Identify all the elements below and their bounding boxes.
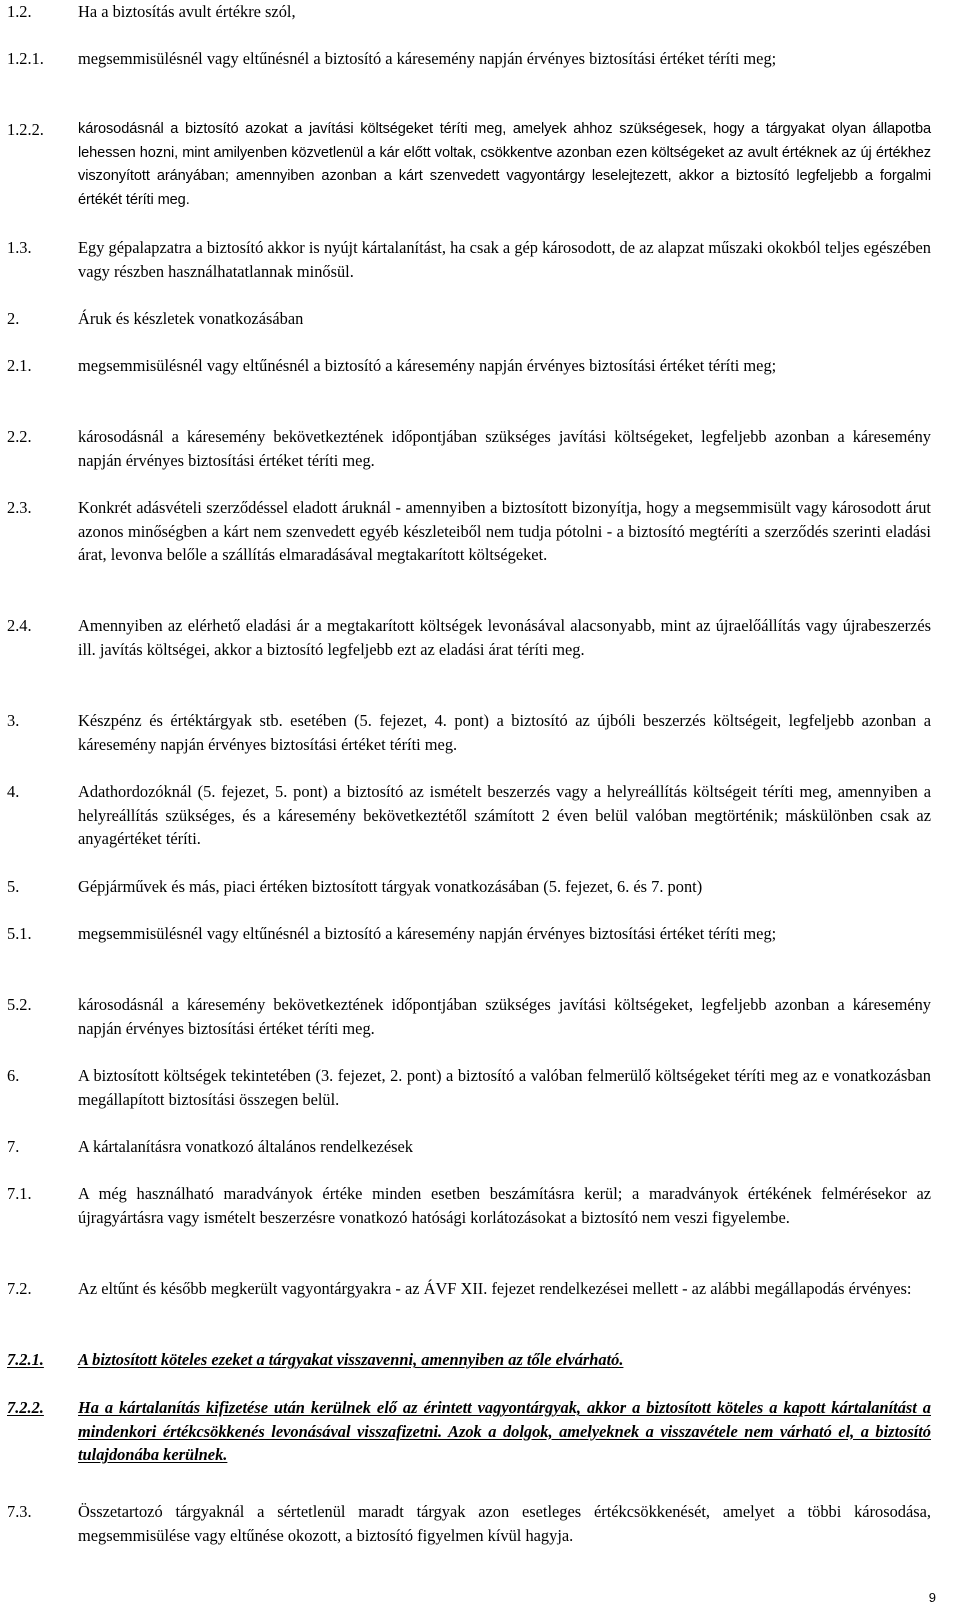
section-text: Készpénz és értéktárgyak stb. esetében (5. fejezet, 4. pont) a biztosító az újbóli beszerzés költségeit, legfeljebb azonban a káresemény napján érvényes biztosítási értéket téríti meg. — [78, 711, 931, 754]
section-2-2 — [7, 425, 931, 472]
section-text: A biztosított köteles ezeket a tárgyakat visszavenni, amennyiben az tőle elvárható. — [78, 1350, 624, 1369]
page-number: 9 — [928, 1590, 936, 1605]
section-number: 2. — [7, 309, 20, 328]
section-text: megsemmisülésnél vagy eltűnésnél a biztosító a káresemény napján érvényes biztosítási értéket téríti meg; — [78, 49, 777, 68]
section-number: 1.2.1. — [7, 49, 44, 68]
section-7-2-1 — [7, 1348, 931, 1372]
section-number: 7.1. — [7, 1184, 32, 1203]
section-7-1 — [7, 1182, 931, 1229]
section-number: 2.2. — [7, 427, 32, 446]
section-text: Konkrét adásvételi szerződéssel eladott áruknál - amennyiben a biztosított bizonyítja, hogy a megsemmisült vagy károsodott árut azonos minőségben a kárt nem szenvedett egyéb készleteiből nem tudja pótolni - a biztosító megtéríti a szerződés szerinti eladási árat, levonva belőle a szállítás elmaradásával megtakarított költségeket. — [78, 498, 931, 564]
section-number: 3. — [7, 711, 20, 730]
section-1-2 — [7, 0, 931, 24]
section-2-3 — [7, 496, 931, 567]
section-heading: Gépjárművek és más, piaci értéken biztosított tárgyak vonatkozásában (5. fejezet, 6. és 7. pont) — [78, 877, 703, 896]
section-text: Az eltűnt és később megkerült vagyontárgyakra - az ÁVF XII. fejezet rendelkezései mellett - az alábbi megállapodás érvényes: — [78, 1279, 912, 1298]
section-text: károsodásnál a káresemény bekövetkeztének időpontjában szükséges javítási költségeket, legfeljebb azonban a káresemény napján érvényes biztosítási értéket téríti meg. — [78, 995, 931, 1038]
section-text: károsodásnál a káresemény bekövetkeztének időpontjában szükséges javítási költségeket, legfeljebb azonban a káresemény napján érvényes biztosítási értéket téríti meg. — [78, 427, 931, 470]
section-1-2-1 — [7, 47, 931, 71]
section-7-3 — [7, 1500, 931, 1547]
section-number: 5. — [7, 877, 20, 896]
section-heading: A kártalanításra vonatkozó általános rendelkezések — [78, 1137, 413, 1156]
section-5-1 — [7, 922, 931, 946]
section-1-3 — [7, 236, 931, 283]
section-text: megsemmisülésnél vagy eltűnésnél a biztosító a káresemény napján érvényes biztosítási értéket téríti meg; — [78, 924, 777, 943]
section-3 — [7, 709, 931, 756]
section-5-2 — [7, 993, 931, 1040]
section-7 — [7, 1135, 931, 1159]
section-text: Egy gépalapzatra a biztosító akkor is nyújt kártalanítást, ha csak a gép károsodott, de az alapzat műszaki okokból teljes egészében vagy részben használhatatlannak minősül. — [78, 238, 931, 281]
section-number: 2.1. — [7, 356, 32, 375]
section-6 — [7, 1064, 931, 1111]
section-number: 7. — [7, 1137, 20, 1156]
section-number: 1.3. — [7, 238, 32, 257]
section-text: Összetartozó tárgyaknál a sértetlenül maradt tárgyak azon esetleges értékcsökkenését, amelyet a többi károsodása, megsemmisülése vagy eltűnése okozott, a biztosító figyelmen kívül hagyja. — [78, 1502, 931, 1545]
section-number: 4. — [7, 782, 20, 801]
section-text: Ha a kártalanítás kifizetése után kerülnek elő az érintett vagyontárgyak, akkor a biztosított köteles a kapott kártalanítást a mindenkori értékcsökkenés levonásával visszafizetni. Azok a dolgok, amelyeknek a visszavétele nem várható el, a biztosító tulajdonába kerülnek. — [78, 1398, 931, 1464]
section-2-4 — [7, 614, 931, 661]
section-1-2-2 — [7, 118, 931, 212]
section-2 — [7, 307, 931, 331]
section-heading: Áruk és készletek vonatkozásában — [78, 309, 304, 328]
section-7-2 — [7, 1277, 931, 1301]
section-2-1 — [7, 354, 931, 378]
section-number: 1.2. — [7, 2, 32, 21]
section-text: Ha a biztosítás avult értékre szól, — [78, 2, 296, 21]
section-number: 5.2. — [7, 995, 32, 1014]
section-7-2-2 — [7, 1396, 931, 1467]
section-5 — [7, 875, 931, 899]
section-number: 5.1. — [7, 924, 32, 943]
section-text: Amennyiben az elérhető eladási ár a megtakarított költségek levonásával alacsonyabb, mint az újraelőállítás vagy újrabeszerzés ill. javítás költségei, akkor a biztosító legfeljebb ezt az eladási árat téríti meg. — [78, 616, 931, 659]
section-number: 6. — [7, 1066, 20, 1085]
section-text: A még használható maradványok értéke minden esetben beszámításra kerül; a maradványok értékének felmérésekor az újragyártásra vagy ismételt beszerzésre vonatkozó hatósági korlátozásokat a biztosító nem veszi figyelembe. — [78, 1184, 931, 1227]
section-number: 7.3. — [7, 1502, 32, 1521]
section-text: károsodásnál a biztosító azokat a javítási költségeket téríti meg, amelyek ahhoz szükségesek, hogy a tárgyakat olyan állapotba lehessen hozni, mint amilyenben közvetlenül a kár előtt voltak, csökkentve azonban ezen költségeket az avult értéknek az új értékhez viszonyított arányában; amennyiben azonban a kárt szenvedett vagyontárgy leselejtezett, akkor a biztosító legfeljebb a forgalmi értékét téríti meg. — [78, 121, 931, 208]
section-number: 7.2.2. — [7, 1398, 44, 1417]
section-text: Adathordozóknál (5. fejezet, 5. pont) a biztosító az ismételt beszerzés vagy a helyreállítás költségeit téríti meg, amennyiben a helyreállítás szükséges, és a káresemény bekövetkeztétől számított 2 éven belül valóban megtörténik; máskülönben csak az anyagértéket téríti. — [78, 782, 931, 848]
section-number: 2.4. — [7, 616, 32, 635]
section-number: 7.2.1. — [7, 1350, 44, 1369]
section-number: 1.2.2. — [7, 120, 44, 139]
section-number: 7.2. — [7, 1279, 32, 1298]
section-text: A biztosított költségek tekintetében (3. fejezet, 2. pont) a biztosító a valóban felmerülő költségeket téríti meg az e vonatkozásban megállapított biztosítási összegen belül. — [78, 1066, 931, 1109]
section-number: 2.3. — [7, 498, 32, 517]
section-4 — [7, 780, 931, 851]
section-text: megsemmisülésnél vagy eltűnésnél a biztosító a káresemény napján érvényes biztosítási értéket téríti meg; — [78, 356, 777, 375]
